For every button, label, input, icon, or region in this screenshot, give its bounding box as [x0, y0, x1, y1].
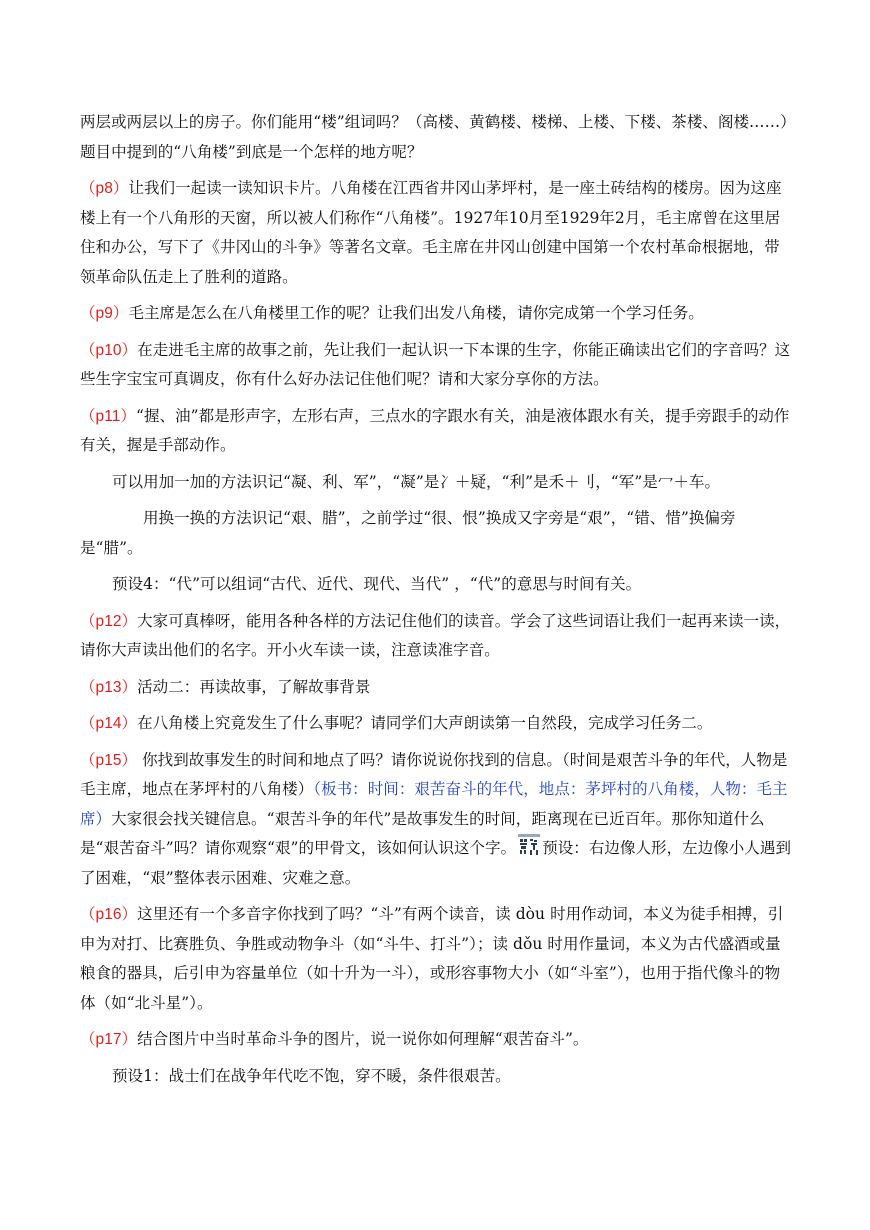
page-marker-p16: （p16）: [80, 906, 138, 923]
blackboard-note: （板书：时间：艰苦奋斗的年代，地点：茅坪村的八角楼，人物：毛主席）: [80, 780, 788, 828]
oracle-bone-character-icon: [518, 834, 540, 858]
page-marker-p9: （p9）: [80, 305, 129, 322]
paragraph-p15-text: 你找到故事发生的时间和地点了吗？请你说说你找到的信息。（时间是艰苦斗争的年代，人物是毛主席，地点在茅坪村的八角楼）: [80, 750, 788, 798]
paragraph-p14: [80, 709, 792, 739]
paragraph-p11-method-swap: 用换一换的方法识记“艰、腊”，之前学过“很、恨”换成又字旁是“艰”，“错、惜”换偏旁是“腊”。: [80, 509, 736, 557]
paragraph-p11-method-add: 可以用加一加的方法识记“凝、利、军”，“凝”是冫＋疑，“利”是禾＋刂，“军”是冖＋车。: [112, 472, 721, 491]
paragraph-p10-text: 在走进毛主席的故事之前，先让我们一起认识一下本课的生字，你能正确读出它们的字音吗？这些生字宝宝可真调皮，你有什么好办法记住他们呢？请和大家分享你的方法。: [80, 340, 791, 388]
page-marker-p8: （p8）: [80, 180, 129, 197]
paragraph-intro: 两层或两层以上的房子。你们能用“楼”组词吗？（高楼、黄鹤楼、楼梯、上楼、下楼、茶楼、阁楼……）题目中提到的“八角楼”到底是一个怎样的地方呢？: [80, 113, 788, 161]
paragraph-p12: [80, 607, 792, 666]
paragraph-p11: [80, 402, 792, 461]
page-marker-p12: （p12）: [80, 612, 138, 630]
page-marker-p17: （p17）: [80, 1031, 138, 1048]
paragraph-p15: [80, 746, 792, 894]
page-marker-p10: （p10）: [80, 341, 138, 359]
paragraph-p15-text-b: 大家很会找关键信息。“艰苦斗争的年代”是故事发生的时间，距离现在已近百年。那你知道什么是“艰苦奋斗”吗？请你观察“艰”的甲骨文，该如何认识这个字。: [80, 809, 765, 857]
paragraph-p15-text-c: 预设：右边像人形，左边像小人遇到了困难，“艰”整体表示困难、灾难之意。: [80, 839, 792, 887]
paragraph-p8: [80, 174, 792, 292]
paragraph-p14-text: 在八角楼上究竟发生了什么事呢？请同学们大声朗读第一自然段，完成学习任务二。: [137, 714, 713, 732]
paragraph-p17-text: 结合图片中当时革命斗争的图片，说一说你如何理解“艰苦奋斗”。: [137, 1030, 589, 1048]
paragraph-p13: [80, 673, 792, 703]
paragraph-p13-text: 活动二：再读故事，了解故事背景: [137, 677, 371, 696]
paragraph-p9: [80, 299, 792, 329]
page-marker-p15: （p15）: [80, 751, 138, 769]
paragraph-p9-text: 毛主席是怎么在八角楼里工作的呢？让我们出发八角楼，请你完成第一个学习任务。: [128, 304, 704, 322]
page-marker-p11: （p11）: [80, 407, 136, 425]
page-marker-p14: （p14）: [80, 715, 138, 732]
paragraph-p11-text: “握、油”都是形声字，左形右声，三点水的字跟水有关，油是液体跟水有关，提手旁跟手的动作有关，握是手部动作。: [80, 406, 790, 454]
paragraph-p17: [80, 1025, 792, 1055]
page-marker-p13: （p13）: [80, 678, 138, 696]
paragraph-p12-text: 大家可真棒呀，能用各种各样的方法记住他们的读音。学会了这些词语让我们一起再来读一读，请你大声读出他们的名字。开小火车读一读，注意读准字音。: [80, 611, 791, 659]
paragraph-p8-text: 让我们一起读一读知识卡片。八角楼在江西省井冈山茅坪村，是一座土砖结构的楼房。因为这座楼上有一个八角形的天窗，所以被人们称作“八角楼”。1927年10月至1929年2月，毛主席曾在这里居住和办公，写下了《井冈山的斗争》等著名文章。毛主席在井冈山创建中国第一个农村革命根据地，带领革命队伍走上了胜利的道路。: [80, 179, 782, 286]
lesson-plan-body: [80, 108, 792, 1091]
paragraph-p11-preset-4: 预设4：“代”可以组词“古代、近代、现代、当代” ，“代”的意思与时间有关。: [112, 575, 642, 593]
paragraph-p10: [80, 336, 792, 395]
paragraph-p16: [80, 900, 792, 1018]
paragraph-p16-text: 这里还有一个多音字你找到了吗？“斗”有两个读音，读 dòu 时用作动词，本义为徒手相搏，引申为对打、比赛胜负、争胜或动物争斗（如“斗牛、打斗”）；读 dǒu 时用作量词，本义为古代盛酒或量粮食的器具，后引申为容量单位（如十升为一斗），或形容事物大小（如“斗室”），也用于指代像斗的物体（如“北斗星”）。: [80, 905, 784, 1012]
paragraph-p17-preset-1: 预设1：战士们在战争年代吃不饱，穿不暖，条件很艰苦。: [112, 1066, 511, 1085]
